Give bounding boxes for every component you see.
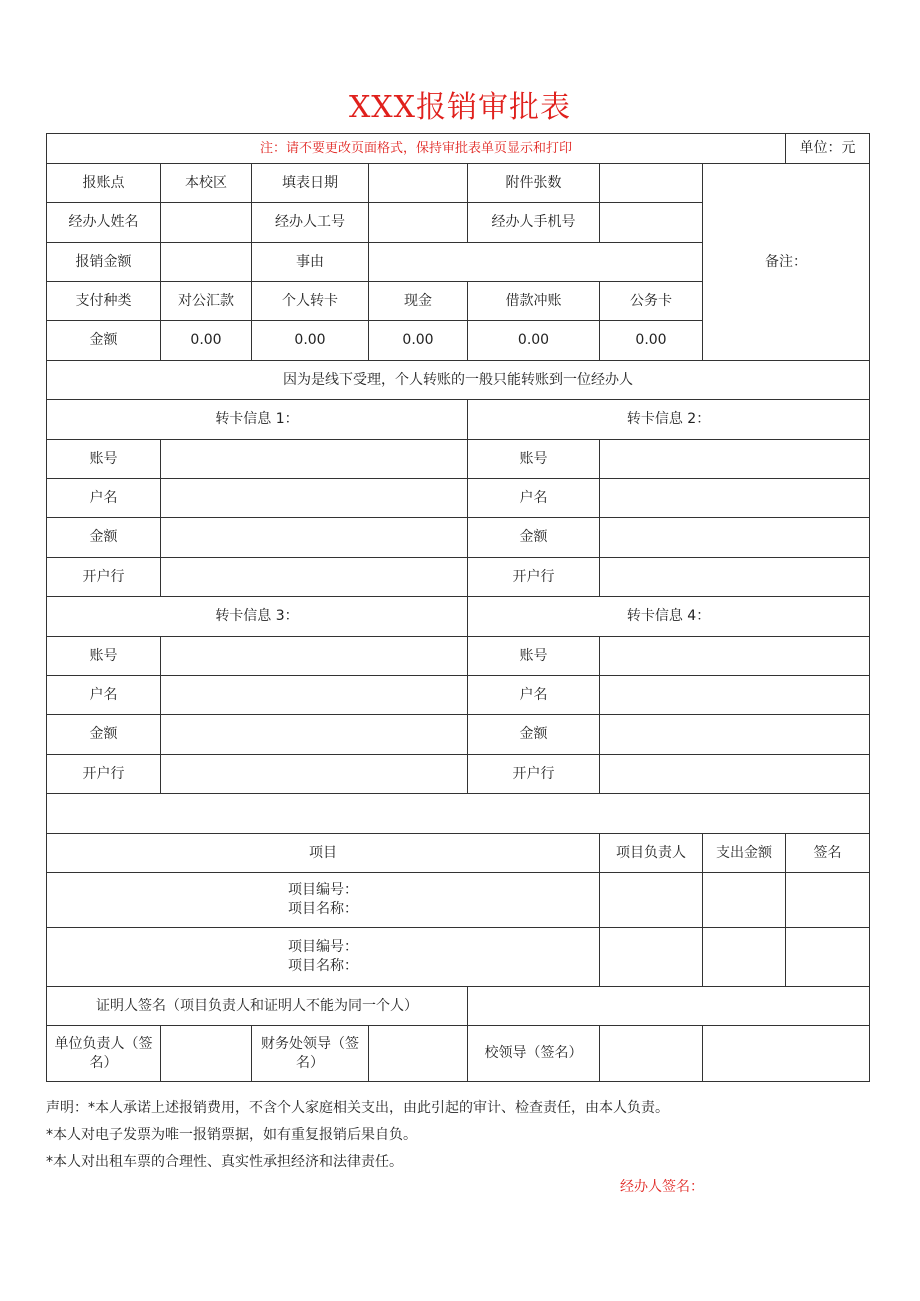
payment-type: 借款冲账	[468, 282, 600, 321]
account-field[interactable]	[600, 440, 870, 479]
transfer-amount-field[interactable]	[600, 715, 870, 755]
declaration-line-1: 声明：*本人承诺上述报销费用，不含个人家庭相关支出，由此引起的审计、检查责任，由本人负责。	[46, 1100, 669, 1116]
handler-id-field[interactable]	[369, 203, 468, 243]
signature-field[interactable]	[786, 873, 870, 928]
format-note: 注：请不要更改页面格式，保持审批表单页显示和打印	[47, 134, 786, 164]
transfer-title-4: 转卡信息 4：	[468, 597, 870, 637]
declaration-line-3: *本人对出租车票的合理性、真实性承担经济和法律责任。	[46, 1154, 403, 1170]
payment-type: 现金	[369, 282, 468, 321]
project-no-label: 项目编号：	[288, 939, 358, 956]
account-name-field[interactable]	[600, 676, 870, 715]
reason-field[interactable]	[369, 243, 703, 282]
handler-phone-field[interactable]	[600, 203, 703, 243]
handler-id-label: 经办人工号	[252, 203, 369, 243]
project-name-label: 项目名称：	[288, 901, 358, 917]
project-name-label: 项目名称：	[288, 958, 358, 974]
amount-label: 报销金额	[47, 243, 161, 282]
bank-label: 开户行	[47, 558, 161, 597]
currency-unit: 单位：元	[786, 134, 870, 164]
point-label: 报账点	[47, 164, 161, 203]
transfer-title-2: 转卡信息 2：	[468, 400, 870, 440]
point-value[interactable]: 本校区	[161, 164, 252, 203]
account-name-label: 户名	[468, 479, 600, 518]
transfer-amount-field[interactable]	[161, 715, 468, 755]
account-label: 账号	[47, 637, 161, 676]
date-field[interactable]	[369, 164, 468, 203]
account-field[interactable]	[161, 440, 468, 479]
payment-type: 对公汇款	[161, 282, 252, 321]
bank-field[interactable]	[600, 755, 870, 794]
project-no-label: 项目编号：	[288, 882, 358, 899]
payment-type: 个人转卡	[252, 282, 369, 321]
project-row[interactable]	[47, 928, 600, 987]
bank-field[interactable]	[161, 755, 468, 794]
payment-amount-label: 金额	[47, 321, 161, 361]
project-lead-header: 项目负责人	[600, 834, 703, 873]
page-title: XXX报销审批表	[348, 90, 572, 125]
school-lead-extra[interactable]	[703, 1026, 870, 1082]
handler-name-field[interactable]	[161, 203, 252, 243]
blank-row	[47, 794, 870, 834]
project-row[interactable]	[47, 873, 600, 928]
signature-field[interactable]	[786, 928, 870, 987]
school-lead-field[interactable]	[600, 1026, 703, 1082]
transfer-amount-label: 金额	[47, 715, 161, 755]
unit-head-field[interactable]	[161, 1026, 252, 1082]
payment-type: 公务卡	[600, 282, 703, 321]
transfer-title-1: 转卡信息 1：	[47, 400, 468, 440]
transfer-amount-label: 金额	[47, 518, 161, 558]
attach-field[interactable]	[600, 164, 703, 203]
payment-amount[interactable]: 0.00	[369, 321, 468, 361]
bank-field[interactable]	[600, 558, 870, 597]
bank-label: 开户行	[468, 755, 600, 794]
payment-amount[interactable]: 0.00	[468, 321, 600, 361]
expense-amount-field[interactable]	[703, 928, 786, 987]
remark-field[interactable]	[703, 164, 870, 361]
payment-amount[interactable]: 0.00	[600, 321, 703, 361]
handler-phone-label: 经办人手机号	[468, 203, 600, 243]
reason-label: 事由	[252, 243, 369, 282]
transfer-amount-label: 金额	[468, 518, 600, 558]
handler-signature-label: 经办人签名：	[620, 1179, 704, 1195]
witness-field[interactable]	[468, 987, 870, 1026]
unit-head-label: 单位负责人（签名）	[47, 1026, 161, 1082]
account-field[interactable]	[161, 637, 468, 676]
approval-form-table	[46, 133, 870, 1082]
finance-lead-label: 财务处领导（签名）	[252, 1026, 369, 1082]
account-name-label: 户名	[468, 676, 600, 715]
declaration-line-2: *本人对电子发票为唯一报销票据，如有重复报销后果自负。	[46, 1127, 417, 1143]
date-label: 填表日期	[252, 164, 369, 203]
account-field[interactable]	[600, 637, 870, 676]
project-header: 项目	[47, 834, 600, 873]
account-name-field[interactable]	[600, 479, 870, 518]
transfer-amount-field[interactable]	[161, 518, 468, 558]
amount-field[interactable]	[161, 243, 252, 282]
school-lead-label: 校领导（签名）	[468, 1026, 600, 1082]
signature-header: 签名	[786, 834, 870, 873]
transfer-amount-field[interactable]	[600, 518, 870, 558]
transfer-amount-label: 金额	[468, 715, 600, 755]
account-name-field[interactable]	[161, 676, 468, 715]
expense-amount-field[interactable]	[703, 873, 786, 928]
payment-type-label: 支付种类	[47, 282, 161, 321]
project-lead-field[interactable]	[600, 873, 703, 928]
witness-label: 证明人签名（项目负责人和证明人不能为同一个人）	[47, 987, 468, 1026]
transfer-note: 因为是线下受理，个人转账的一般只能转账到一位经办人	[47, 361, 870, 400]
payment-amount[interactable]: 0.00	[161, 321, 252, 361]
bank-label: 开户行	[47, 755, 161, 794]
account-name-label: 户名	[47, 479, 161, 518]
transfer-title-3: 转卡信息 3：	[47, 597, 468, 637]
account-label: 账号	[468, 637, 600, 676]
expense-amount-header: 支出金额	[703, 834, 786, 873]
account-name-label: 户名	[47, 676, 161, 715]
project-lead-field[interactable]	[600, 928, 703, 987]
finance-lead-field[interactable]	[369, 1026, 468, 1082]
bank-label: 开户行	[468, 558, 600, 597]
attach-label: 附件张数	[468, 164, 600, 203]
payment-amount[interactable]: 0.00	[252, 321, 369, 361]
remark-label: 备注：	[765, 253, 808, 270]
account-label: 账号	[47, 440, 161, 479]
handler-name-label: 经办人姓名	[47, 203, 161, 243]
bank-field[interactable]	[161, 558, 468, 597]
account-label: 账号	[468, 440, 600, 479]
account-name-field[interactable]	[161, 479, 468, 518]
